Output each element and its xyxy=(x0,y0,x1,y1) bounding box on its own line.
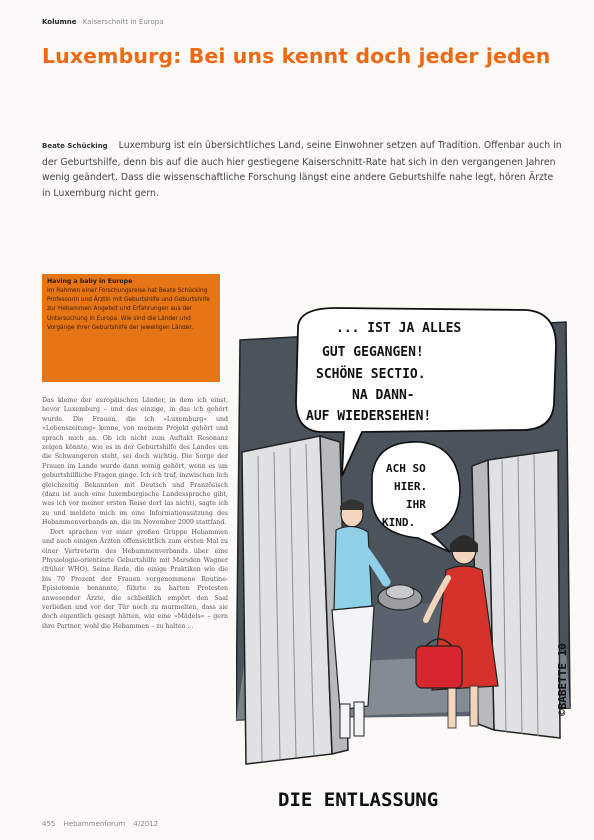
column-label: Kolumne xyxy=(42,18,77,26)
info-box xyxy=(42,274,220,382)
left-door xyxy=(242,436,348,764)
info-box-text: Im Rahmen einer Forschungsreise hat Beate Schücking Professorin und Ärztin mit Geburtshilfe und Geburtshilfe zur Hebammen Angebot und Erfahrungen aus der Untersuchung in Europa. Wie sind die Länder und Vorgänge ihrer Geburtshilfe der jeweiligen Länder. xyxy=(47,288,210,331)
lead-text: Luxemburg ist ein übersichtliches Land, seine Einwohner setzen auf Tradition. Offenbar auch in der Geburtshilfe, denn bis auf die auch hier gestiegene Kaiserschnitt-Rate hat sich in den vergangenen Jahren wenig geändert. Dass die wissenschaftliche Forschung längst eine andere Geburtshilfe nahe legt, hören Ärzte in Luxemburg nicht gern. xyxy=(42,140,562,199)
rubric xyxy=(42,18,164,26)
bubble-line: KIND. xyxy=(382,516,416,529)
bubble-line: AUF WIEDERSEHEN! xyxy=(306,409,432,424)
body-paragraph: Dort sprachen vor einer großen Gruppe Hebammen und auch einigen Ärzten offensichtlich zum ersten Mal zu einer Vertreterin des Hebammenverbands über eine Physiologie-orientierte Geburtshilfe mit Marsden Wagner (früher WHO). Seine Rede, die einige Praktiken wie die bis 70 Prozent der Frauen vorgenommene Routine-Episiotomie benannte, führte zu harten Protesten anwesender Ärzte, die schließlich empört den Saal verließen und vor der Tür noch zu murmelten, dass sie doch eigentlich gesagt hätten, wie eine »Mädels« – gern ihre Partner, wohl die Hebammen – zu halten ... xyxy=(42,528,228,630)
bubble-line: IHR xyxy=(406,498,426,511)
cartoon-caption: DIE ENTLASSUNG xyxy=(278,789,439,811)
article-lead xyxy=(42,138,562,201)
topic-label: Kaiserschnitt in Europa xyxy=(82,18,164,26)
body-paragraph: Das kleine der europäischen Länder, in dem ich einst, bevor Luxemburg – und das einzige, in das ich gehört wurde. Die Frauen, die ich »Luxemburg« und »Lebenszeitung« kenne, von meinem Projekt gehört und sprach mich an. Ob ich nicht zum Auftakt Resonanz zeigen könnte, wie es in der Geburtshilfe des Landes um die Schwangeren steht, sei doch wichtig. Die Sorge der Frauen im Lande wurde dann wenig gehört, wenn es um geburtshilfliche Fragen ginge. Ich ich traf, inzwischen lich gleichzeitig Bekannten mit Deutsch und Französisch (dazu ist auch eine luxemburgische Landessprache gibt, was ich vor meiner ersten Reise dort las nicht), sagte ich zu und meldete mich im eine Informationssitzung des Hebammenverbands an, die im November 2009 stattfand. xyxy=(42,397,228,527)
page-number: 455 xyxy=(42,820,56,828)
body-column xyxy=(42,396,228,796)
bubble-line: ACH SO xyxy=(386,462,426,475)
issue-number: 4/2012 xyxy=(133,820,159,828)
bubble-line: ... IST JA ALLES xyxy=(336,321,462,336)
bubble-line: SCHÖNE SECTIO. xyxy=(316,367,426,382)
cartoon-illustration xyxy=(236,306,576,836)
author-name: Beate Schücking xyxy=(42,142,108,150)
article-headline: Luxemburg: Bei uns kennt doch jeder jeden xyxy=(42,44,551,68)
cartoon-signature: ©BABETTE 10 xyxy=(556,643,569,716)
bubble-line: NA DANN- xyxy=(352,388,415,403)
bubble-line: HIER. xyxy=(394,480,428,493)
info-box-title: Having a baby in Europe xyxy=(47,278,133,285)
magazine-name: Hebammenforum xyxy=(63,820,126,828)
red-bag xyxy=(416,646,462,688)
bubble-line: GUT GEGANGEN! xyxy=(322,345,424,360)
page-footer xyxy=(42,820,164,828)
